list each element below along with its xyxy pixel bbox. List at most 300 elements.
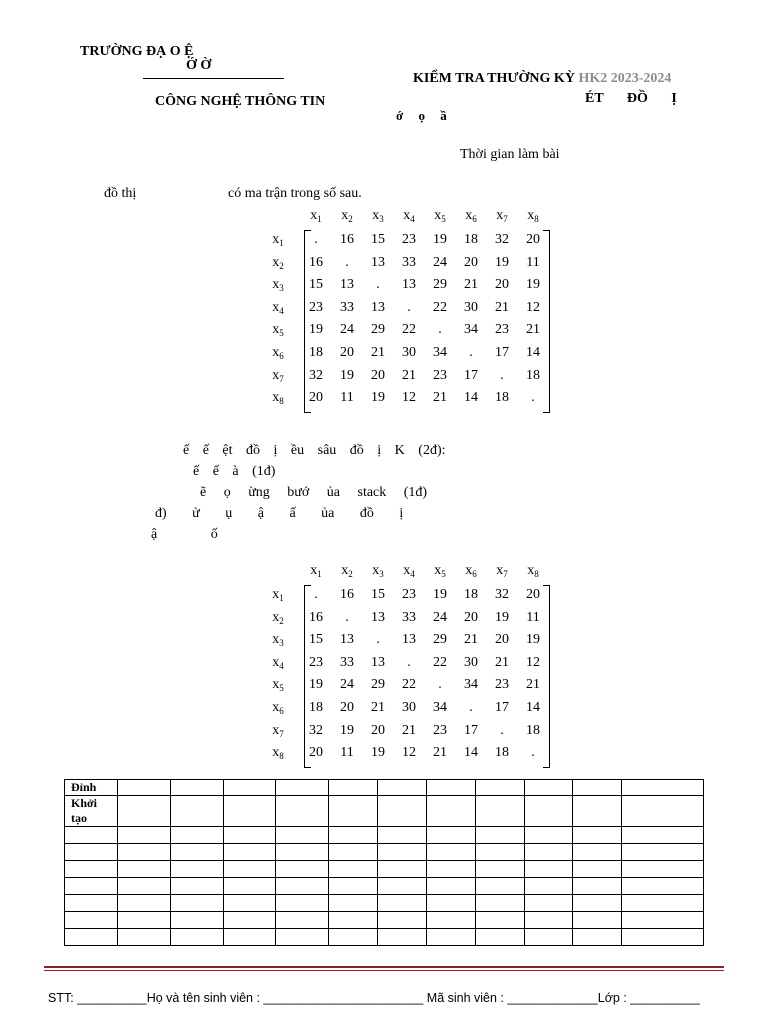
table-cell[interactable] xyxy=(276,895,329,912)
table-cell[interactable] xyxy=(170,878,223,895)
matrix-cell: 22 xyxy=(402,677,416,693)
matrix-cell: 11 xyxy=(340,745,354,761)
matrix-col-header: $x_8$ xyxy=(527,563,539,579)
matrix-right-bracket xyxy=(543,585,550,768)
table-cell[interactable] xyxy=(117,912,170,929)
matrix-cell: 13 xyxy=(371,609,385,625)
student-info-line: STT: __________Họ và tên sinh viên : _______________________ Mã sinh viên : _____________Lớp : __________ xyxy=(48,991,700,1005)
table-cell[interactable] xyxy=(170,861,223,878)
table-row xyxy=(65,895,704,912)
matrix-cell: 15 xyxy=(371,587,385,602)
exam-time: Thời gian làm bài xyxy=(460,147,560,162)
matrix-cell: 11 xyxy=(526,609,540,625)
exam-title xyxy=(413,71,671,87)
table-cell[interactable] xyxy=(329,878,378,895)
matrix-left-bracket xyxy=(304,230,311,413)
matrix-cell: 24 xyxy=(433,609,447,625)
matrix-cell: 23 xyxy=(402,232,416,247)
semester-text: HK2 2023-2024 xyxy=(578,71,672,86)
matrix-cell: 20 xyxy=(371,367,385,383)
table-cell[interactable] xyxy=(378,895,427,912)
table-cell[interactable] xyxy=(475,844,524,861)
matrix-row-label: $x_6$ xyxy=(272,345,284,361)
table-cell[interactable] xyxy=(117,895,170,912)
table-row xyxy=(65,844,704,861)
table-cell[interactable] xyxy=(524,895,573,912)
question-part-a: ế ế à (1đ) xyxy=(193,464,276,479)
matrix-cell: 18 xyxy=(495,745,509,761)
matrix-cell: 32 xyxy=(495,587,509,602)
table-cell[interactable] xyxy=(475,796,524,827)
matrix-cell: 12 xyxy=(402,745,416,761)
matrix-row-label: $x_7$ xyxy=(272,722,284,739)
matrix-col-header: $x_4$ xyxy=(403,208,415,224)
matrix-cell: 23 xyxy=(495,322,509,338)
table-cell[interactable] xyxy=(573,780,622,796)
table-row xyxy=(65,861,704,878)
table-cell[interactable] xyxy=(524,827,573,844)
matrix-cell: . xyxy=(500,367,504,383)
question-part-b: ẽ ọ ừng bướ ủa stack (1đ) xyxy=(200,485,428,500)
matrix-cell: . xyxy=(531,745,535,761)
matrix-cell: 22 xyxy=(402,322,416,338)
table-cell[interactable] xyxy=(378,844,427,861)
matrix-row-label: $x_4$ xyxy=(272,299,284,316)
table-row xyxy=(65,827,704,844)
matrix-cell: 17 xyxy=(464,367,478,383)
matrix-cell: 23 xyxy=(309,654,323,670)
matrix-cell: 11 xyxy=(526,254,540,270)
table-cell[interactable] xyxy=(378,861,427,878)
matrix-cell: 13 xyxy=(371,654,385,670)
matrix-cell: 29 xyxy=(433,632,447,648)
matrix-cell: 18 xyxy=(464,232,478,247)
matrix-cell: 18 xyxy=(464,587,478,602)
matrix-col-header: $x_7$ xyxy=(496,208,508,224)
table-cell[interactable] xyxy=(329,780,378,796)
matrix-row-label: $x_1$ xyxy=(272,232,284,248)
matrix-cell: 19 xyxy=(340,722,354,738)
table-cell[interactable] xyxy=(426,895,475,912)
matrix-cell: 21 xyxy=(402,722,416,738)
exam-title-text: KIỂM TRA THƯỜNG KỲ xyxy=(413,71,575,86)
table-cell[interactable] xyxy=(223,912,276,929)
matrix-cell: 13 xyxy=(402,277,416,293)
matrix-cell: 16 xyxy=(340,232,354,247)
table-cell[interactable] xyxy=(378,929,427,946)
table-cell[interactable] xyxy=(426,861,475,878)
matrix-col-header: $x_6$ xyxy=(465,208,477,224)
matrix-cell: 19 xyxy=(495,609,509,625)
matrix-cell: 20 xyxy=(495,632,509,648)
matrix-row-label: $x_3$ xyxy=(272,632,284,649)
table-cell[interactable] xyxy=(475,878,524,895)
matrix-cell: 17 xyxy=(495,345,509,360)
table-cell[interactable] xyxy=(475,929,524,946)
matrix-cell: 21 xyxy=(495,654,509,670)
matrix-cell: 17 xyxy=(495,700,509,715)
table-cell[interactable] xyxy=(170,796,223,827)
table-cell[interactable] xyxy=(223,844,276,861)
matrix-cell: 24 xyxy=(340,322,354,338)
matrix-left-bracket xyxy=(304,585,311,768)
matrix-cell: 33 xyxy=(340,654,354,670)
table-row-header xyxy=(65,929,118,946)
adjacency-matrix-1 xyxy=(260,208,560,413)
matrix-cell: 21 xyxy=(371,700,385,715)
matrix-cell: 19 xyxy=(371,745,385,761)
class-line: ớ ọ ầ xyxy=(396,108,447,123)
matrix-cell: 14 xyxy=(526,700,540,715)
table-row xyxy=(65,796,704,827)
matrix-cell: . xyxy=(345,254,349,270)
table-cell[interactable] xyxy=(573,929,622,946)
table-cell[interactable] xyxy=(223,895,276,912)
matrix-cell: 29 xyxy=(371,677,385,693)
matrix-cell: 20 xyxy=(340,700,354,715)
matrix-cell: . xyxy=(438,322,442,338)
question-part-d2: ậ ố xyxy=(151,527,218,542)
table-cell[interactable] xyxy=(524,912,573,929)
matrix-cell: 19 xyxy=(433,587,447,602)
matrix-cell: 18 xyxy=(526,367,540,383)
table-cell[interactable] xyxy=(117,861,170,878)
matrix-row-label: $x_5$ xyxy=(272,322,284,339)
table-row xyxy=(65,878,704,895)
adjacency-matrix-2 xyxy=(260,563,560,768)
matrix-cell: 19 xyxy=(340,367,354,383)
table-cell[interactable] xyxy=(276,929,329,946)
table-cell[interactable] xyxy=(622,929,704,946)
matrix-col-header: $x_3$ xyxy=(372,208,384,224)
matrix-row-label: $x_8$ xyxy=(272,390,284,407)
table-cell[interactable] xyxy=(426,929,475,946)
table-cell[interactable] xyxy=(475,780,524,796)
matrix-cell: 24 xyxy=(340,677,354,693)
subject-title: ÉT ĐỒ Ị xyxy=(585,91,677,106)
question-part-d: đ) ử ụ ậ ấ ủa đồ ị xyxy=(155,506,404,521)
matrix-row-label: $x_1$ xyxy=(272,587,284,603)
matrix-cell: 21 xyxy=(464,632,478,648)
table-cell[interactable] xyxy=(378,796,427,827)
table-cell[interactable] xyxy=(524,780,573,796)
table-cell[interactable] xyxy=(223,878,276,895)
matrix-cell: 20 xyxy=(309,390,323,406)
matrix-cell: 15 xyxy=(309,277,323,293)
table-cell[interactable] xyxy=(170,827,223,844)
matrix-cell: . xyxy=(376,632,380,648)
matrix-cell: . xyxy=(469,345,473,360)
matrix-cell: 30 xyxy=(464,654,478,670)
matrix-cell: 23 xyxy=(309,299,323,315)
table-cell[interactable] xyxy=(117,929,170,946)
table-cell[interactable] xyxy=(573,861,622,878)
matrix-cell: 22 xyxy=(433,654,447,670)
matrix-cell: 15 xyxy=(309,632,323,648)
table-row-header: Khởi tạo xyxy=(65,796,118,827)
table-cell[interactable] xyxy=(276,796,329,827)
table-cell[interactable] xyxy=(378,912,427,929)
matrix-cell: 17 xyxy=(464,722,478,738)
matrix-cell: 21 xyxy=(433,390,447,406)
matrix-cell: 13 xyxy=(402,632,416,648)
matrix-cell: 20 xyxy=(309,745,323,761)
matrix-row-label: $x_3$ xyxy=(272,277,284,294)
matrix-col-header: $x_1$ xyxy=(310,563,322,579)
table-cell[interactable] xyxy=(622,912,704,929)
matrix-cell: 13 xyxy=(340,277,354,293)
table-cell[interactable] xyxy=(426,912,475,929)
footer-rule-bottom xyxy=(44,970,724,971)
table-cell[interactable] xyxy=(223,796,276,827)
table-cell[interactable] xyxy=(329,861,378,878)
table-cell[interactable] xyxy=(475,912,524,929)
matrix-cell: 12 xyxy=(526,654,540,670)
table-cell[interactable] xyxy=(573,844,622,861)
table-row-header xyxy=(65,844,118,861)
table-cell[interactable] xyxy=(329,895,378,912)
matrix-col-header: $x_8$ xyxy=(527,208,539,224)
table-cell[interactable] xyxy=(524,844,573,861)
table-cell[interactable] xyxy=(573,895,622,912)
matrix-row-label: $x_4$ xyxy=(272,654,284,671)
matrix-col-header: $x_3$ xyxy=(372,563,384,579)
matrix-cell: 20 xyxy=(464,254,478,270)
table-cell[interactable] xyxy=(276,827,329,844)
table-cell[interactable] xyxy=(170,929,223,946)
matrix-cell: 18 xyxy=(526,722,540,738)
matrix-cell: 34 xyxy=(433,700,447,715)
table-cell[interactable] xyxy=(573,912,622,929)
matrix-cell: . xyxy=(376,277,380,293)
matrix-cell: 14 xyxy=(464,390,478,406)
matrix-cell: 29 xyxy=(371,322,385,338)
table-cell[interactable] xyxy=(524,861,573,878)
matrix-cell: 14 xyxy=(464,745,478,761)
matrix-cell: 13 xyxy=(340,632,354,648)
table-cell[interactable] xyxy=(622,780,704,796)
matrix-cell: 23 xyxy=(433,367,447,383)
table-cell[interactable] xyxy=(223,861,276,878)
table-cell[interactable] xyxy=(223,827,276,844)
table-cell[interactable] xyxy=(276,780,329,796)
table-row-header xyxy=(65,878,118,895)
school-name: TRƯỜNG ĐẠ O Ệ xyxy=(80,44,194,59)
table-row-header xyxy=(65,912,118,929)
matrix-cell: 33 xyxy=(402,254,416,270)
answer-table xyxy=(64,779,704,946)
matrix-cell: 21 xyxy=(433,745,447,761)
school-underline xyxy=(143,78,284,79)
table-cell[interactable] xyxy=(426,780,475,796)
matrix-cell: . xyxy=(407,654,411,670)
matrix-cell: 19 xyxy=(433,232,447,247)
matrix-cell: 11 xyxy=(340,390,354,406)
matrix-cell: 20 xyxy=(371,722,385,738)
matrix-cell: 16 xyxy=(309,254,323,270)
matrix-col-header: $x_5$ xyxy=(434,563,446,579)
matrix-col-header: $x_1$ xyxy=(310,208,322,224)
matrix-cell: 33 xyxy=(402,609,416,625)
table-cell[interactable] xyxy=(622,861,704,878)
matrix-cell: 32 xyxy=(309,367,323,383)
table-cell[interactable] xyxy=(276,912,329,929)
matrix-cell: 34 xyxy=(433,345,447,360)
table-cell[interactable] xyxy=(622,895,704,912)
matrix-cell: 30 xyxy=(464,299,478,315)
matrix-cell: 12 xyxy=(526,299,540,315)
matrix-cell: 21 xyxy=(495,299,509,315)
table-cell[interactable] xyxy=(573,878,622,895)
table-cell[interactable] xyxy=(426,878,475,895)
table-cell[interactable] xyxy=(276,861,329,878)
matrix-cell: 19 xyxy=(526,277,540,293)
matrix-cell: 18 xyxy=(495,390,509,406)
matrix-cell: 20 xyxy=(526,587,540,602)
matrix-cell: . xyxy=(314,587,318,602)
matrix-cell: 22 xyxy=(433,299,447,315)
matrix-cell: 19 xyxy=(309,677,323,693)
matrix-cell: 23 xyxy=(402,587,416,602)
matrix-cell: . xyxy=(469,700,473,715)
matrix-cell: 21 xyxy=(526,322,540,338)
matrix-cell: 13 xyxy=(371,299,385,315)
matrix-cell: 21 xyxy=(371,345,385,360)
matrix-right-bracket xyxy=(543,230,550,413)
table-cell[interactable] xyxy=(329,929,378,946)
matrix-cell: 19 xyxy=(309,322,323,338)
table-cell[interactable] xyxy=(329,844,378,861)
matrix-row-label: $x_5$ xyxy=(272,677,284,694)
matrix-cell: 16 xyxy=(340,587,354,602)
matrix-cell: . xyxy=(314,232,318,247)
table-cell[interactable] xyxy=(426,796,475,827)
matrix-cell: 32 xyxy=(495,232,509,247)
table-cell[interactable] xyxy=(276,844,329,861)
table-cell[interactable] xyxy=(170,780,223,796)
question-intro-a: đồ thị xyxy=(104,186,137,201)
matrix-col-header: $x_7$ xyxy=(496,563,508,579)
table-cell[interactable] xyxy=(573,827,622,844)
table-cell[interactable] xyxy=(117,796,170,827)
matrix-row-label: $x_2$ xyxy=(272,254,284,271)
table-row-header xyxy=(65,827,118,844)
matrix-cell: 18 xyxy=(309,700,323,715)
table-cell[interactable] xyxy=(622,796,704,827)
matrix-cell: . xyxy=(438,677,442,693)
table-row-header xyxy=(65,861,118,878)
matrix-cell: 19 xyxy=(495,254,509,270)
matrix-cell: . xyxy=(500,722,504,738)
table-cell[interactable] xyxy=(378,780,427,796)
table-row-header: Đỉnh xyxy=(65,780,118,796)
table-cell[interactable] xyxy=(170,895,223,912)
matrix-cell: 24 xyxy=(433,254,447,270)
table-cell[interactable] xyxy=(524,929,573,946)
table-cell[interactable] xyxy=(378,827,427,844)
matrix-cell: 33 xyxy=(340,299,354,315)
table-cell[interactable] xyxy=(117,827,170,844)
table-cell[interactable] xyxy=(573,796,622,827)
matrix-row-label: $x_7$ xyxy=(272,367,284,384)
matrix-cell: 14 xyxy=(526,345,540,360)
school-name-line2: Ớ Ờ xyxy=(186,58,212,73)
matrix-col-header: $x_2$ xyxy=(341,563,353,579)
matrix-cell: 13 xyxy=(371,254,385,270)
question-task: ế ế ệt đồ ị ều sâu đồ ị K (2đ): xyxy=(183,443,446,458)
matrix-col-header: $x_6$ xyxy=(465,563,477,579)
matrix-cell: 34 xyxy=(464,322,478,338)
matrix-cell: 19 xyxy=(526,632,540,648)
table-row xyxy=(65,780,704,796)
matrix-col-header: $x_5$ xyxy=(434,208,446,224)
matrix-row-label: $x_2$ xyxy=(272,609,284,626)
table-cell[interactable] xyxy=(475,827,524,844)
matrix-cell: 34 xyxy=(464,677,478,693)
table-cell[interactable] xyxy=(329,796,378,827)
table-cell[interactable] xyxy=(329,827,378,844)
matrix-cell: 21 xyxy=(464,277,478,293)
table-cell[interactable] xyxy=(117,878,170,895)
matrix-col-header: $x_2$ xyxy=(341,208,353,224)
matrix-cell: 20 xyxy=(526,232,540,247)
question-intro-b: có ma trận trong số sau. xyxy=(228,186,362,201)
table-row xyxy=(65,929,704,946)
table-cell[interactable] xyxy=(117,844,170,861)
table-cell[interactable] xyxy=(117,780,170,796)
matrix-cell: 18 xyxy=(309,345,323,360)
table-cell[interactable] xyxy=(378,878,427,895)
matrix-row-label: $x_6$ xyxy=(272,700,284,716)
matrix-cell: 15 xyxy=(371,232,385,247)
table-cell[interactable] xyxy=(426,844,475,861)
matrix-cell: 19 xyxy=(371,390,385,406)
table-cell[interactable] xyxy=(524,878,573,895)
matrix-cell: 21 xyxy=(402,367,416,383)
table-row xyxy=(65,912,704,929)
table-cell[interactable] xyxy=(329,912,378,929)
matrix-cell: 32 xyxy=(309,722,323,738)
table-cell[interactable] xyxy=(475,895,524,912)
matrix-cell: 20 xyxy=(464,609,478,625)
table-cell[interactable] xyxy=(475,861,524,878)
matrix-cell: . xyxy=(531,390,535,406)
table-cell[interactable] xyxy=(170,912,223,929)
matrix-cell: 12 xyxy=(402,390,416,406)
table-cell[interactable] xyxy=(426,827,475,844)
table-cell[interactable] xyxy=(276,878,329,895)
footer-rule-top xyxy=(44,966,724,968)
matrix-cell: 23 xyxy=(495,677,509,693)
matrix-cell: 16 xyxy=(309,609,323,625)
table-cell[interactable] xyxy=(223,929,276,946)
table-cell[interactable] xyxy=(170,844,223,861)
matrix-cell: 23 xyxy=(433,722,447,738)
table-cell[interactable] xyxy=(622,844,704,861)
matrix-row-label: $x_8$ xyxy=(272,745,284,762)
table-cell[interactable] xyxy=(223,780,276,796)
matrix-cell: . xyxy=(345,609,349,625)
table-cell[interactable] xyxy=(524,796,573,827)
table-cell[interactable] xyxy=(622,878,704,895)
matrix-cell: 30 xyxy=(402,345,416,360)
table-cell[interactable] xyxy=(622,827,704,844)
matrix-cell: . xyxy=(407,299,411,315)
matrix-cell: 20 xyxy=(340,345,354,360)
department-name: CÔNG NGHỆ THÔNG TIN xyxy=(155,94,326,109)
matrix-cell: 30 xyxy=(402,700,416,715)
matrix-cell: 29 xyxy=(433,277,447,293)
